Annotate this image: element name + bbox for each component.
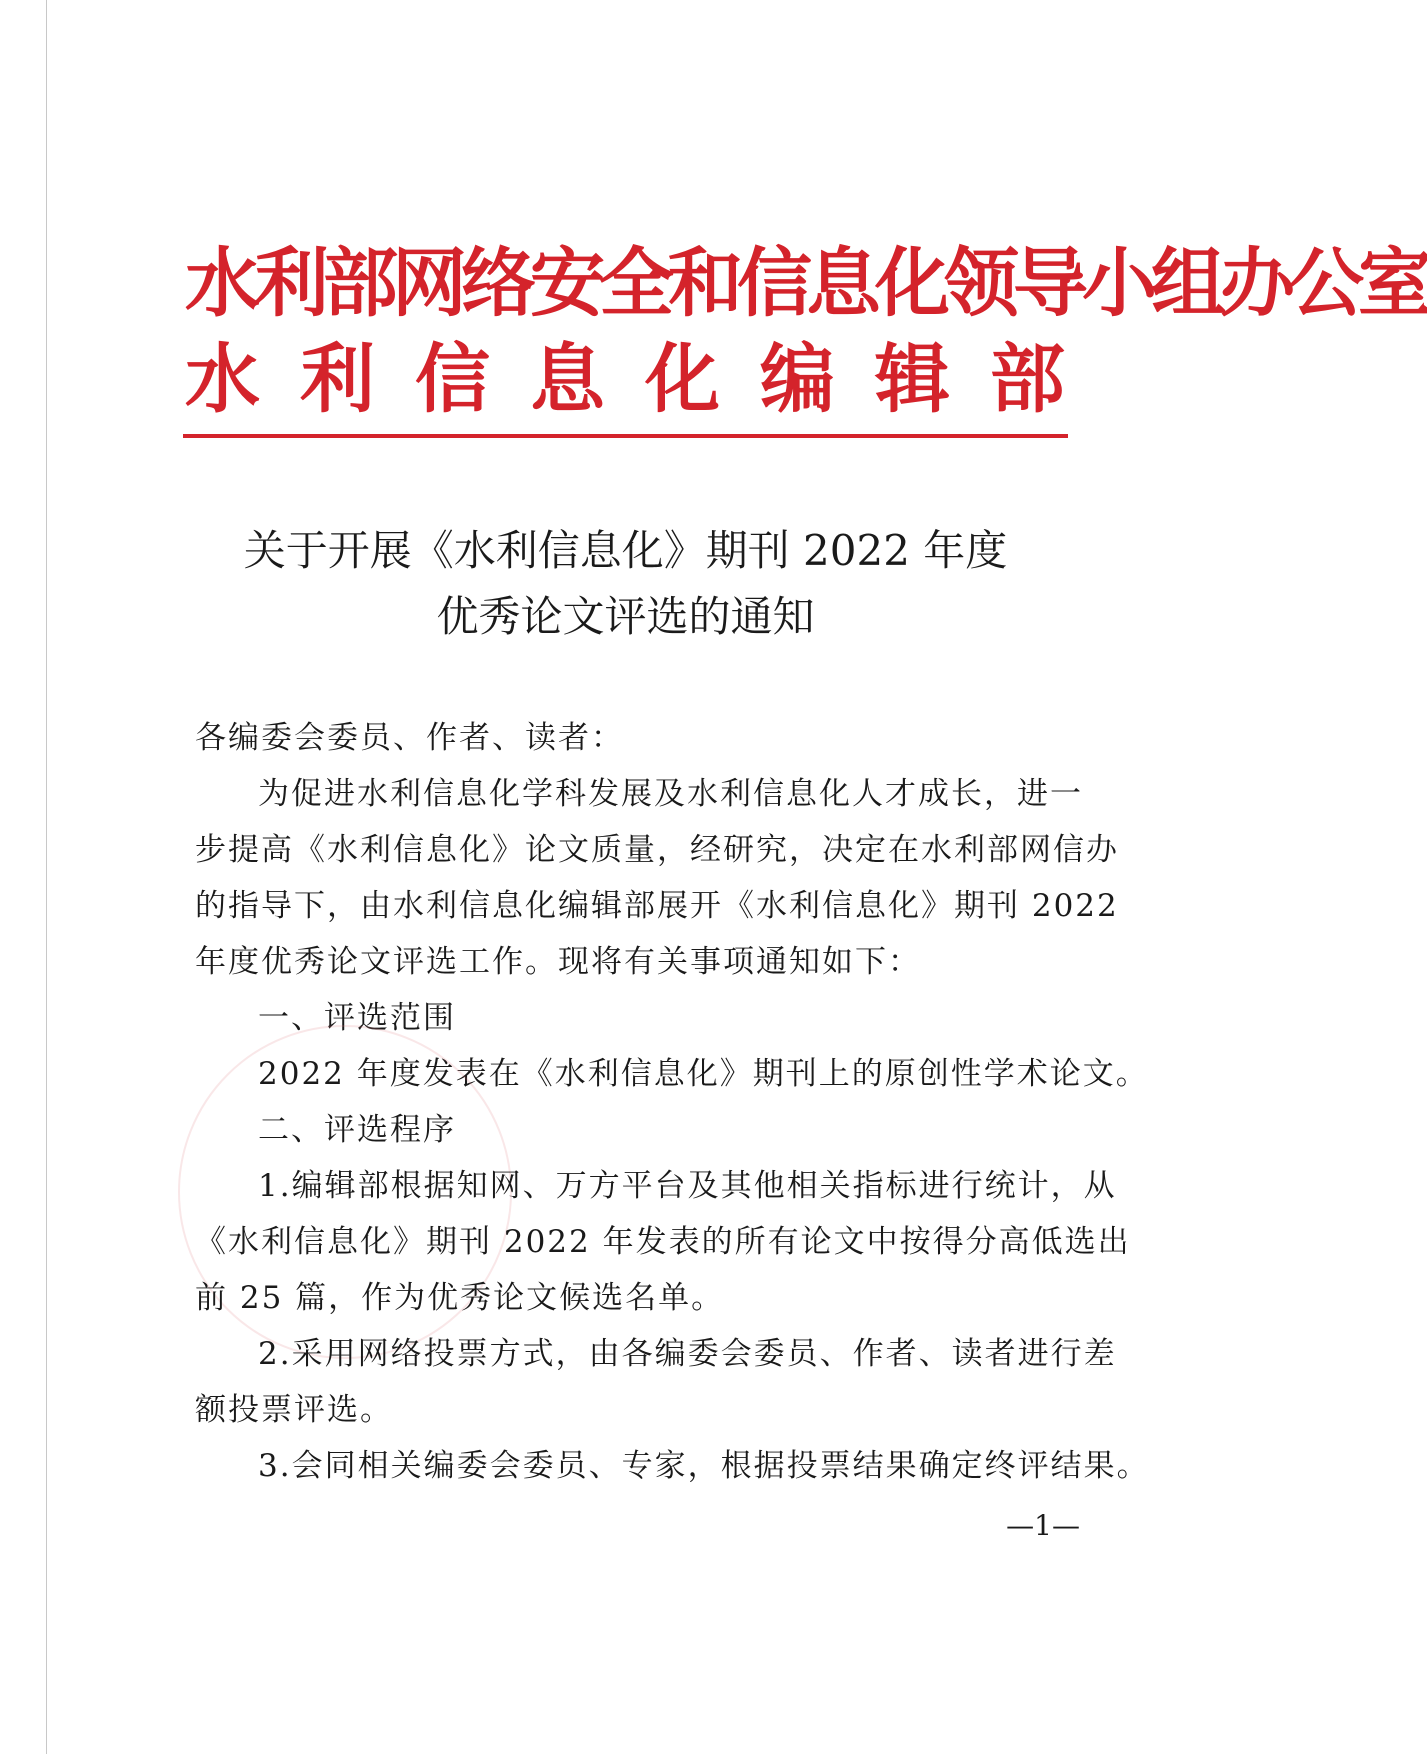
issuer-char: 信 [414, 335, 490, 423]
intro-line: 步提高《水利信息化》论文质量，经研究，决定在水利部网信办 [195, 832, 1119, 868]
document-title-line-2: 优秀论文评选的通知 [436, 592, 815, 641]
issuer-char: 编 [759, 335, 835, 423]
issuer-line-1: 水利部网络安全和信息化领导小组办公室 [185, 239, 1427, 327]
item-1-line: 《水利信息化》期刊 2022 年发表的所有论文中按得分高低选出 [195, 1224, 1131, 1260]
issuer-char: 水 [185, 335, 261, 423]
issuer-line-2 [185, 334, 1065, 424]
item-2-line: 2.采用网络投票方式，由各编委会委员、作者、读者进行差 [258, 1336, 1117, 1372]
document-title-line-1: 关于开展《水利信息化》期刊 2022 年度 [243, 526, 1008, 575]
issuer-char: 辑 [874, 335, 950, 423]
issuer-char: 利 [299, 335, 375, 423]
issuer-char: 息 [529, 335, 605, 423]
issuer-char: 化 [644, 335, 720, 423]
issuer-char: 部 [989, 335, 1065, 423]
item-1-line: 前 25 篇，作为优秀论文候选名单。 [195, 1280, 725, 1316]
salutation: 各编委会委员、作者、读者： [195, 720, 624, 756]
scan-edge [46, 0, 47, 1754]
item-3-text: 3.会同相关编委会委员、专家，根据投票结果确定终评结果。 [258, 1448, 1150, 1484]
intro-line: 年度优秀论文评选工作。现将有关事项通知如下： [195, 944, 921, 980]
page-number: —1— [1006, 1509, 1080, 1542]
intro-line: 的指导下，由水利信息化编辑部展开《水利信息化》期刊 2022 [195, 888, 1119, 924]
red-header-rule [183, 434, 1068, 438]
section-1-heading: 一、评选范围 [258, 1000, 456, 1036]
section-1-text: 2022 年度发表在《水利信息化》期刊上的原创性学术论文。 [258, 1056, 1149, 1092]
item-2-line: 额投票评选。 [195, 1392, 393, 1428]
intro-line: 为促进水利信息化学科发展及水利信息化人才成长，进一 [258, 776, 1083, 812]
section-2-heading: 二、评选程序 [258, 1112, 456, 1148]
item-1-line: 1.编辑部根据知网、万方平台及其他相关指标进行统计，从 [258, 1168, 1117, 1204]
